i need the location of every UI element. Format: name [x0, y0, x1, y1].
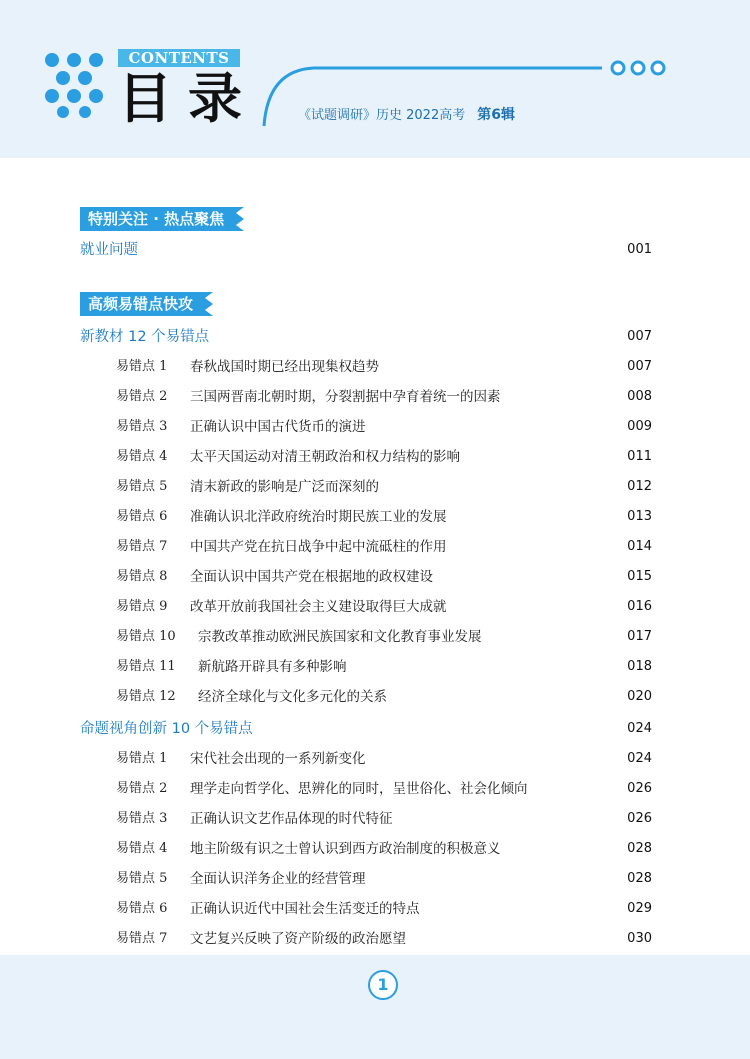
toc-item-page: 011: [627, 449, 652, 464]
toc-item[interactable]: [80, 808, 652, 830]
toc-item-title: 中国共产党在抗日战争中起中流砥柱的作用: [190, 539, 447, 555]
toc-item-label: 易错点 7: [116, 931, 168, 946]
toc-item-page: 029: [627, 901, 652, 916]
edition-label: 第6辑: [477, 107, 515, 123]
toc-item-label: 易错点 12: [116, 689, 176, 704]
toc-item-label: 易错点 6: [116, 901, 168, 916]
toc-item-title: 宋代社会出现的一系列新变化: [190, 751, 366, 767]
toc-item-title: 宗教改革推动欧洲民族国家和文化教育事业发展: [198, 629, 482, 645]
toc-item[interactable]: [80, 596, 652, 618]
publication-info: 《试题调研》历史 2022高考: [298, 108, 466, 123]
toc-item-title: 春秋战国时期已经出现集权趋势: [190, 359, 379, 375]
toc-item-page: 008: [627, 389, 652, 404]
toc-item-label: 易错点 2: [116, 389, 168, 404]
toc-item-title: 文艺复兴反映了资产阶级的政治愿望: [190, 931, 406, 947]
toc-group-title: 命题视角创新 10 个易错点: [80, 721, 253, 737]
toc-group-page: 024: [627, 721, 652, 736]
toc-item-title: 正确认识近代中国社会生活变迁的特点: [190, 901, 420, 917]
toc-item-page: 016: [627, 599, 652, 614]
toc-entry-title: 就业问题: [80, 242, 138, 258]
toc-item-label: 易错点 2: [116, 781, 168, 796]
section-tag-error-points: [80, 292, 201, 316]
toc-item-label: 易错点 6: [116, 509, 168, 524]
toc-item-label: 易错点 4: [116, 841, 168, 856]
toc-entry-page: 001: [627, 242, 652, 257]
toc-item-page: 026: [627, 781, 652, 796]
toc-group-title: 新教材 12 个易错点: [80, 329, 210, 345]
toc-item[interactable]: [80, 476, 652, 498]
toc-item-title: 地主阶级有识之士曾认识到西方政治制度的积极意义: [190, 841, 501, 857]
toc-item[interactable]: [80, 356, 652, 378]
toc-item-page: 014: [627, 539, 652, 554]
toc-item-title: 正确认识中国古代货币的演进: [190, 419, 366, 435]
toc-item-label: 易错点 5: [116, 479, 168, 494]
toc-item-label: 易错点 3: [116, 811, 168, 826]
toc-item[interactable]: [80, 748, 652, 770]
toc-item[interactable]: [80, 778, 652, 800]
toc-item-page: 028: [627, 871, 652, 886]
section-tag-hot-topics: [80, 207, 232, 231]
toc-group-page: 007: [627, 329, 652, 344]
toc-item-title: 理学走向哲学化、思辨化的同时，呈世俗化、社会化倾向: [190, 781, 528, 797]
toc-item-label: 易错点 3: [116, 419, 168, 434]
toc-item-page: 015: [627, 569, 652, 584]
toc-item-title: 新航路开辟具有多种影响: [198, 659, 347, 675]
toc-group-heading[interactable]: [80, 326, 652, 348]
zigzag-icon: [199, 292, 213, 316]
toc-item[interactable]: [80, 686, 652, 708]
toc-item-page: 018: [627, 659, 652, 674]
toc-item-label: 易错点 7: [116, 539, 168, 554]
toc-item-page: 017: [627, 629, 652, 644]
toc-item-title: 太平天国运动对清王朝政治和权力结构的影响: [190, 449, 460, 465]
toc-item-label: 易错点 8: [116, 569, 168, 584]
zigzag-icon: [230, 207, 244, 231]
toc-item-page: 013: [627, 509, 652, 524]
toc-item[interactable]: [80, 506, 652, 528]
toc-item[interactable]: [80, 446, 652, 468]
toc-item[interactable]: [80, 868, 652, 890]
toc-item-label: 易错点 1: [116, 359, 168, 374]
dots-logo-icon: [44, 50, 108, 120]
toc-item-label: 易错点 1: [116, 751, 168, 766]
toc-item-page: 012: [627, 479, 652, 494]
toc-item-title: 清末新政的影响是广泛而深刻的: [190, 479, 379, 495]
toc-item[interactable]: [80, 386, 652, 408]
toc-item-page: 020: [627, 689, 652, 704]
toc-item-page: 024: [627, 751, 652, 766]
page-title: 目录: [118, 67, 258, 130]
toc-item-title: 全面认识中国共产党在根据地的政权建设: [190, 569, 433, 585]
header-meta: [298, 104, 515, 124]
toc-item-title: 正确认识文艺作品体现的时代特征: [190, 811, 393, 827]
toc-item-label: 易错点 9: [116, 599, 168, 614]
toc-item-page: 007: [627, 359, 652, 374]
contents-tag: CONTENTS: [118, 49, 240, 67]
toc-item[interactable]: [80, 898, 652, 920]
toc-item[interactable]: [80, 838, 652, 860]
toc-entry[interactable]: [80, 239, 652, 261]
toc-item[interactable]: [80, 928, 652, 950]
toc-item-label: 易错点 11: [116, 659, 176, 674]
toc-item-label: 易错点 10: [116, 629, 176, 644]
toc-item-page: 030: [627, 931, 652, 946]
toc-group-heading[interactable]: [80, 718, 652, 740]
toc-item-title: 改革开放前我国社会主义建设取得巨大成就: [190, 599, 447, 615]
section-tag-label: 高频易错点快攻: [88, 295, 194, 313]
toc-item-title: 经济全球化与文化多元化的关系: [198, 689, 387, 705]
page-number: 1: [368, 970, 398, 1000]
section-tag-label: 特别关注 · 热点聚焦: [88, 210, 225, 228]
toc-item-page: 009: [627, 419, 652, 434]
toc-item[interactable]: [80, 416, 652, 438]
toc-item-title: 全面认识洋务企业的经营管理: [190, 871, 366, 887]
toc-item-page: 028: [627, 841, 652, 856]
toc-item[interactable]: [80, 536, 652, 558]
toc-item-title: 三国两晋南北朝时期，分裂割据中孕育着统一的因素: [190, 389, 501, 405]
toc-item-page: 026: [627, 811, 652, 826]
toc-item[interactable]: [80, 656, 652, 678]
toc-item-label: 易错点 4: [116, 449, 168, 464]
toc-item[interactable]: [80, 626, 652, 648]
toc-item[interactable]: [80, 566, 652, 588]
footer-band: [0, 955, 750, 1059]
toc-item-title: 准确认识北洋政府统治时期民族工业的发展: [190, 509, 447, 525]
toc-item-label: 易错点 5: [116, 871, 168, 886]
